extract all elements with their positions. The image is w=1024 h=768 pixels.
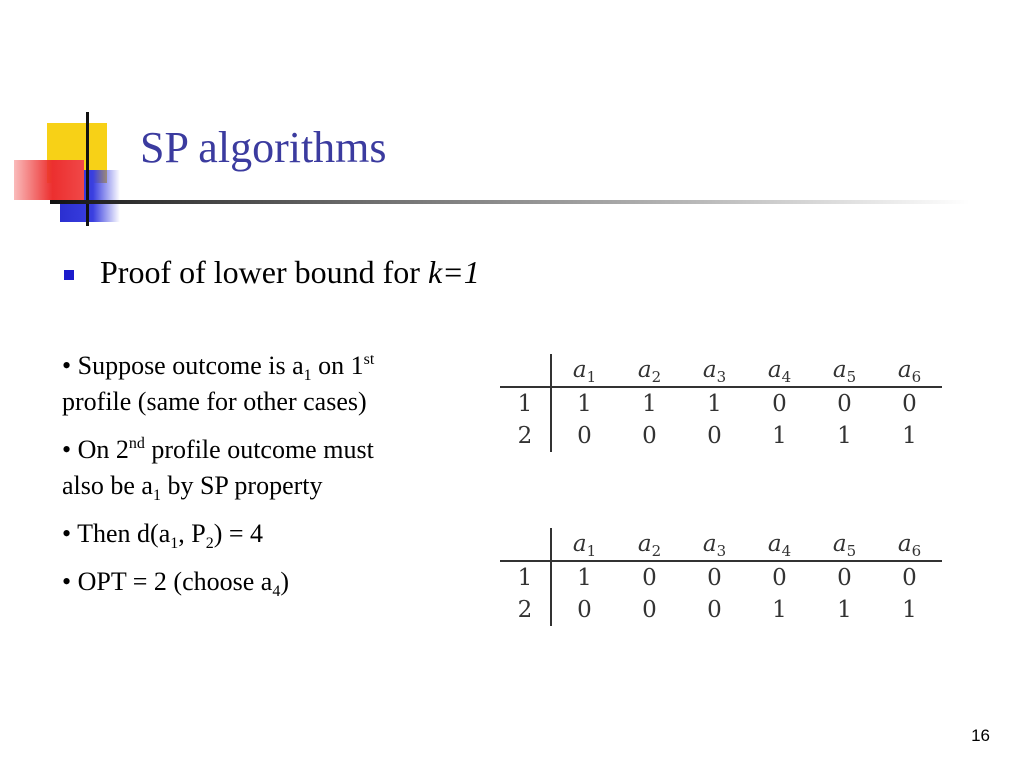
column-header-a3: $a_3$ — [682, 354, 747, 387]
title-ornament-vertical-line — [86, 112, 89, 226]
column-header-a3: $a_3$ — [682, 528, 747, 561]
column-header-a1: $a_1$ — [551, 354, 617, 387]
table-cell: 1 — [577, 391, 592, 417]
table-cell: 0 — [707, 597, 722, 623]
table-cell: 0 — [707, 565, 722, 591]
slide-title: SP algorithms — [140, 123, 387, 172]
table-cell: 1 — [642, 391, 657, 417]
title-ornament-red-square — [14, 160, 84, 200]
table-cell: 0 — [642, 565, 657, 591]
main-bullet-text-italic: k=1 — [427, 254, 480, 290]
table-cell: 0 — [642, 423, 657, 449]
column-header-a4: $a_4$ — [747, 354, 812, 387]
column-header-a6: $a_6$ — [877, 528, 942, 561]
table-cell: 1 — [837, 597, 852, 623]
table-cell: 0 — [837, 391, 852, 417]
table-cell: 1 — [707, 391, 722, 417]
profile-table-2 — [500, 528, 942, 626]
column-header-a2: $a_2$ — [617, 354, 682, 387]
main-bullet-text — [100, 254, 480, 291]
square-bullet-icon — [64, 270, 74, 280]
row-label: 1 — [500, 387, 551, 420]
table-cell: 1 — [837, 423, 852, 449]
table-row — [500, 561, 942, 594]
column-header-a4: $a_4$ — [747, 528, 812, 561]
row-label: 2 — [500, 594, 551, 626]
column-header-a5: $a_5$ — [812, 354, 877, 387]
table-cell: 1 — [902, 423, 917, 449]
title-underline-rule — [50, 200, 970, 204]
row-label: 2 — [500, 420, 551, 452]
table-row — [500, 594, 942, 626]
table-cell: 0 — [902, 565, 917, 591]
table-row — [500, 387, 942, 420]
table-cell: 0 — [837, 565, 852, 591]
column-header-a1: $a_1$ — [551, 528, 617, 561]
column-header-a6: $a_6$ — [877, 354, 942, 387]
profile-table-1 — [500, 354, 942, 452]
table-cell: 0 — [707, 423, 722, 449]
table-cell: 0 — [577, 423, 592, 449]
table-corner — [500, 354, 551, 387]
column-header-a5: $a_5$ — [812, 528, 877, 561]
table-row — [500, 420, 942, 452]
column-header-a2: $a_2$ — [617, 528, 682, 561]
table-cell: 0 — [902, 391, 917, 417]
table-cell: 1 — [902, 597, 917, 623]
table-cell: 1 — [772, 597, 787, 623]
table-cell: 1 — [577, 565, 592, 591]
page-number: 16 — [971, 726, 990, 745]
proof-point-1: • Suppose outcome is $a_1$ on 1st profile (same for other cases) — [62, 351, 375, 416]
table-cell: 0 — [577, 597, 592, 623]
table-cell: 0 — [772, 565, 787, 591]
table-cell: 0 — [642, 597, 657, 623]
table-cell: 0 — [772, 391, 787, 417]
table-corner — [500, 528, 551, 561]
proof-point-4: • OPT = 2 (choose $a_4$) — [62, 567, 289, 600]
proof-point-2: • On 2nd profile outcome must also be $a_1$ by SP property — [62, 435, 374, 504]
row-label: 1 — [500, 561, 551, 594]
table-cell: 1 — [772, 423, 787, 449]
proof-point-3: • Then $d(a_1$, $P_2) = 4$ — [62, 519, 264, 552]
main-bullet — [64, 254, 480, 291]
proof-points — [62, 348, 492, 612]
main-bullet-text-plain: Proof of lower bound for — [100, 254, 428, 290]
